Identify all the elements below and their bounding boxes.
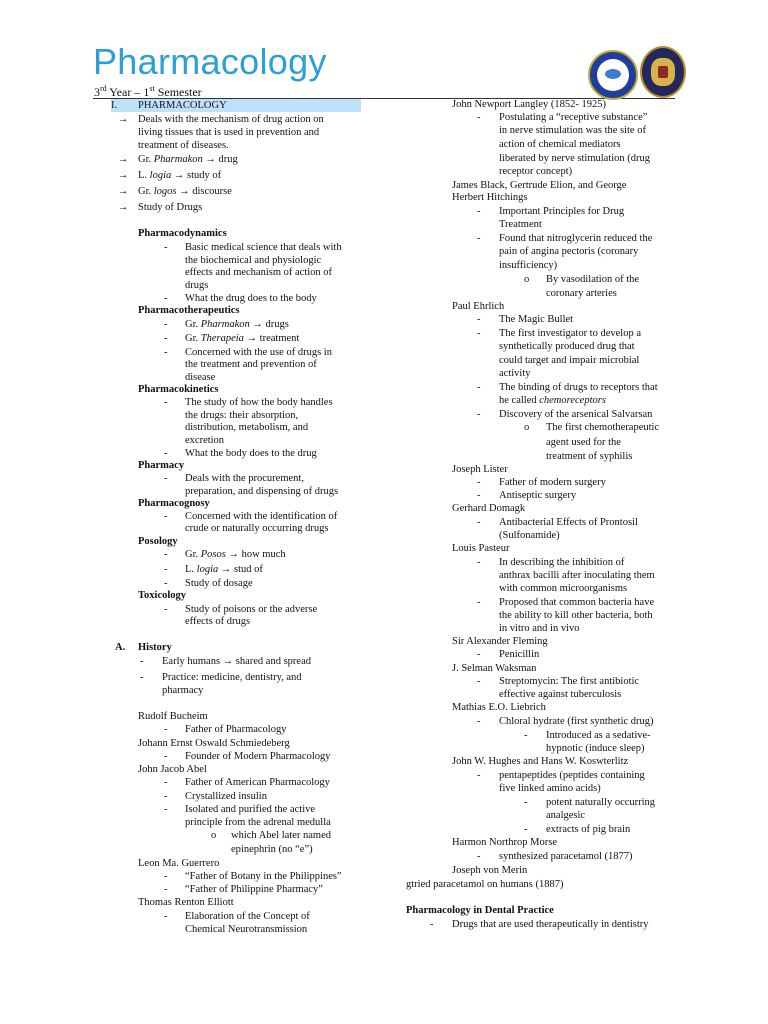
abel-line-4: principle from the adrenal medulla [185, 817, 331, 828]
dash-bullet: - [477, 490, 481, 501]
circle-bullet: o [211, 830, 217, 841]
ehrlich-line-11: treatment of syphilis [546, 451, 633, 462]
pasteur-line-6: in vitro and in vivo [499, 623, 580, 634]
pt-line-4: the treatment and prevention of [185, 359, 317, 370]
dash-bullet: - [477, 716, 481, 727]
black-line-7: coronary arteries [546, 288, 617, 299]
college-seal-logo [640, 46, 686, 98]
dash-bullet: - [164, 604, 168, 615]
guerrero-line-2: “Father of Philippine Pharmacy” [185, 884, 323, 895]
person-elliott: Thomas Renton Elliott [138, 897, 234, 908]
arrow-icon: → [118, 186, 129, 197]
person-black-2: Herbert Hitchings [452, 192, 528, 203]
dash-bullet: - [477, 477, 481, 488]
heading-dental-practice: Pharmacology in Dental Practice [406, 905, 554, 916]
bucheim-line-1: Father of Pharmacology [185, 724, 287, 735]
dash-bullet: - [164, 564, 168, 575]
intro-line-1: Deals with the mechanism of drug action on [138, 114, 324, 125]
dash-bullet: - [164, 333, 168, 344]
domagk-line-2: (Sulfonamide) [499, 530, 560, 541]
langley-line-1: Postulating a “receptive substance” [499, 112, 648, 123]
pasteur-line-5: the ability to kill other bacteria, both [499, 610, 653, 621]
dash-bullet: - [477, 233, 481, 244]
tx-line-1: Study of poisons or the adverse [185, 604, 318, 615]
black-line-1: Important Principles for Drug [499, 206, 625, 217]
dash-bullet: - [164, 777, 168, 788]
langley-line-4: liberated by nerve stimulation (drug [499, 153, 651, 164]
hughes-line-5: extracts of pig brain [546, 824, 631, 835]
abel-line-2: Crystallized insulin [185, 791, 267, 802]
abel-line-5: which Abel later named [231, 830, 332, 841]
abel-line-1: Father of American Pharmacology [185, 777, 330, 788]
study-of-drugs: Study of Drugs [138, 202, 203, 213]
pt-line-2: Gr. Therapeia → treatment [185, 333, 300, 344]
tx-line-2: effects of drugs [185, 616, 251, 627]
dash-bullet: - [477, 649, 481, 660]
circle-bullet: o [524, 422, 530, 433]
dash-bullet: - [164, 293, 168, 304]
dash-bullet: - [477, 314, 481, 325]
person-abel: John Jacob Abel [138, 764, 207, 775]
lister-line-2: Antiseptic surgery [499, 490, 577, 501]
pt-line-3: Concerned with the use of drugs in [185, 347, 332, 358]
pk-line-5: What the body does to the drug [185, 448, 317, 459]
heading-toxicology: Toxicology [138, 590, 187, 601]
langley-line-2: in nerve stimulation was the site of [499, 125, 646, 136]
hughes-line-1: pentapeptides (peptides containing [499, 770, 645, 781]
elliott-line-2: Chemical Neurotransmission [185, 924, 308, 935]
arrow-icon: → [118, 202, 129, 213]
black-line-5: insufficiency) [499, 260, 558, 271]
merin-line-1: gtried paracetamol on humans (1887) [406, 879, 564, 890]
dash-bullet: - [164, 911, 168, 922]
abel-line-3: Isolated and purified the active [185, 804, 316, 815]
history-line-1: Early humans → shared and spread [162, 656, 311, 667]
dash-bullet: - [164, 884, 168, 895]
guerrero-line-1: “Father of Botany in the Philippines” [185, 871, 342, 882]
ehrlich-line-8: Discovery of the arsenical Salvarsan [499, 409, 653, 420]
dash-bullet: - [430, 919, 434, 930]
page-title: Pharmacology [93, 41, 327, 82]
arrow-icon: → [118, 114, 129, 125]
waksman-line-2: effective against tuberculosis [499, 689, 622, 700]
dash-bullet: - [524, 824, 528, 835]
ehrlich-line-5: activity [499, 368, 531, 379]
waksman-line-1: Streptomycin: The first antibiotic [499, 676, 640, 687]
dash-bullet: - [477, 557, 481, 568]
elliott-line-1: Elaboration of the Concept of [185, 911, 310, 922]
arrow-icon: → [118, 154, 129, 165]
heading-history: History [138, 642, 172, 653]
pg-line-1: Concerned with the identification of [185, 511, 338, 522]
pasteur-line-2: anthrax bacilli after inoculating them [499, 570, 655, 581]
pk-line-3: distribution, metabolism, and [185, 422, 309, 433]
person-schmiedeberg: Johann Ernst Oswald Schmiedeberg [138, 738, 290, 749]
section-heading-row [111, 99, 361, 112]
heading-posology: Posology [138, 536, 178, 547]
pasteur-line-1: In describing the inhibition of [499, 557, 625, 568]
pasteur-line-4: Proposed that common bacteria have [499, 597, 655, 608]
ehrlich-line-1: The Magic Bullet [499, 314, 574, 325]
dash-bullet: - [164, 724, 168, 735]
section-title: PHARMACOLOGY [138, 100, 227, 111]
person-bucheim: Rudolf Bucheim [138, 711, 208, 722]
dash-bullet: - [477, 597, 481, 608]
black-line-6: By vasodilation of the [546, 274, 640, 285]
person-ehrlich: Paul Ehrlich [452, 301, 505, 312]
dash-bullet: - [164, 804, 168, 815]
dash-bullet: - [164, 871, 168, 882]
ehrlich-line-4: could target and impair microbial [499, 355, 640, 366]
person-fleming: Sir Alexander Fleming [452, 636, 548, 647]
pd-line-5: What the drug does to the body [185, 293, 317, 304]
intro-line-3: treatment of diseases. [138, 140, 229, 151]
dash-bullet: - [164, 242, 168, 253]
person-langley: John Newport Langley (1852- 1925) [452, 99, 606, 110]
etymology-gr-logos: Gr. logos → discourse [138, 186, 232, 197]
domagk-line-1: Antibacterial Effects of Prontosil [499, 517, 638, 528]
dash-bullet: - [164, 397, 168, 408]
po-line-1: Gr. Posos → how much [185, 549, 286, 560]
dash-bullet: - [477, 206, 481, 217]
pt-line-5: disease [185, 372, 216, 383]
etymology-l-logia: L. logia → study of [138, 170, 222, 181]
pd-line-2: the biochemical and physiologic [185, 255, 322, 266]
langley-line-5: receptor concept) [499, 166, 573, 177]
heading-pharmacokinetics: Pharmacokinetics [138, 384, 219, 395]
pd-line-3: effects and mechanism of action of [185, 267, 333, 278]
dash-bullet: - [477, 517, 481, 528]
dash-bullet: - [477, 328, 481, 339]
dash-bullet: - [164, 473, 168, 484]
heading-pharmacy: Pharmacy [138, 460, 185, 471]
person-hughes: John W. Hughes and Hans W. Koswterlitz [452, 756, 629, 767]
circle-bullet: o [524, 274, 530, 285]
po-line-3: Study of dosage [185, 578, 253, 589]
dash-bullet: - [524, 730, 528, 741]
person-waksman: J. Selman Waksman [452, 663, 537, 674]
dash-bullet: - [140, 656, 144, 667]
schmiedeberg-line-1: Founder of Modern Pharmacology [185, 751, 331, 762]
pk-line-2: the drugs: their absorption, [185, 410, 299, 421]
hughes-line-4: analgesic [546, 810, 586, 821]
dash-bullet: - [524, 797, 528, 808]
dash-bullet: - [477, 382, 481, 393]
po-line-2: L. logia → stud of [185, 564, 263, 575]
page-subtitle: 3rd Year – 1st Semester [94, 84, 202, 99]
ehrlich-line-10: agent used for the [546, 437, 621, 448]
person-liebrich: Mathias E.O. Liebrich [452, 702, 546, 713]
dash-bullet: - [164, 511, 168, 522]
pg-line-2: crude or naturally occurring drugs [185, 523, 329, 534]
person-pasteur: Louis Pasteur [452, 543, 510, 554]
morse-line-1: synthesized paracetamol (1877) [499, 851, 633, 862]
pd-line-1: Basic medical science that deals with [185, 242, 342, 253]
pt-line-1: Gr. Pharmakon → drugs [185, 319, 289, 330]
liebrich-line-2: Introduced as a sedative- [546, 730, 651, 741]
dash-bullet: - [164, 751, 168, 762]
dash-bullet: - [164, 347, 168, 358]
liebrich-line-1: Chloral hydrate (first synthetic drug) [499, 716, 654, 727]
dash-bullet: - [164, 578, 168, 589]
black-line-2: Treatment [499, 219, 542, 230]
arrow-icon: → [118, 170, 129, 181]
ehrlich-line-3: synthetically produced drug that [499, 341, 635, 352]
liebrich-line-3: hypnotic (induce sleep) [546, 743, 645, 754]
dash-bullet: - [477, 770, 481, 781]
dash-bullet: - [164, 549, 168, 560]
person-domagk: Gerhard Domagk [452, 503, 526, 514]
person-guerrero: Leon Ma. Guerrero [138, 858, 220, 869]
black-line-3: Found that nitroglycerin reduced the [499, 233, 653, 244]
ehrlich-line-6: The binding of drugs to receptors that [499, 382, 658, 393]
dash-bullet: - [164, 791, 168, 802]
intro-line-2: living tissues that is used in prevention and [138, 127, 320, 138]
dash-bullet: - [164, 319, 168, 330]
dash-bullet: - [477, 851, 481, 862]
ehrlich-line-9: The first chemotherapeutic [546, 422, 660, 433]
history-letter: A. [115, 642, 126, 653]
langley-line-3: action of chemical mediators [499, 139, 621, 150]
pk-line-1: The study of how the body handles [185, 397, 333, 408]
dash-bullet: - [477, 112, 481, 123]
ehrlich-line-2: The first investigator to develop a [499, 328, 642, 339]
history-line-2: Practice: medicine, dentistry, and [162, 672, 302, 683]
black-line-4: pain of angina pectoris (coronary [499, 246, 639, 257]
abel-line-6: epinephrin (no “e”) [231, 844, 313, 855]
ph-line-1: Deals with the procurement, [185, 473, 304, 484]
person-black: James Black, Gertrude Elion, and George [452, 180, 627, 191]
hughes-line-2: five linked amino acids) [499, 783, 601, 794]
history-line-3: pharmacy [162, 685, 204, 696]
roman-numeral: I. [111, 100, 118, 111]
etymology-gr-pharmakon: Gr. Pharmakon → drug [138, 154, 238, 165]
dash-bullet: - [477, 409, 481, 420]
dental-line-1: Drugs that are used therapeutically in dentistry [452, 919, 649, 930]
pd-line-4: drugs [185, 280, 209, 291]
heading-pharmacognosy: Pharmacognosy [138, 498, 210, 509]
fleming-line-1: Penicillin [499, 649, 540, 660]
hughes-line-3: potent naturally occurring [546, 797, 656, 808]
dash-bullet: - [164, 448, 168, 459]
person-merin: Joseph von Merin [452, 865, 528, 876]
heading-pharmacotherapeutics: Pharmacotherapeutics [138, 305, 240, 316]
dash-bullet: - [477, 676, 481, 687]
heading-pharmacodynamics: Pharmacodynamics [138, 228, 227, 239]
ehrlich-line-7: he called chemoreceptors [499, 395, 606, 406]
ph-line-2: preparation, and dispensing of drugs [185, 486, 339, 497]
person-lister: Joseph Lister [452, 464, 508, 475]
university-seal-logo [588, 50, 638, 100]
person-morse: Harmon Northrop Morse [452, 837, 557, 848]
pk-line-4: excretion [185, 435, 225, 446]
lister-line-1: Father of modern surgery [499, 477, 606, 488]
dash-bullet: - [140, 672, 144, 683]
pasteur-line-3: with common microorganisms [499, 583, 628, 594]
